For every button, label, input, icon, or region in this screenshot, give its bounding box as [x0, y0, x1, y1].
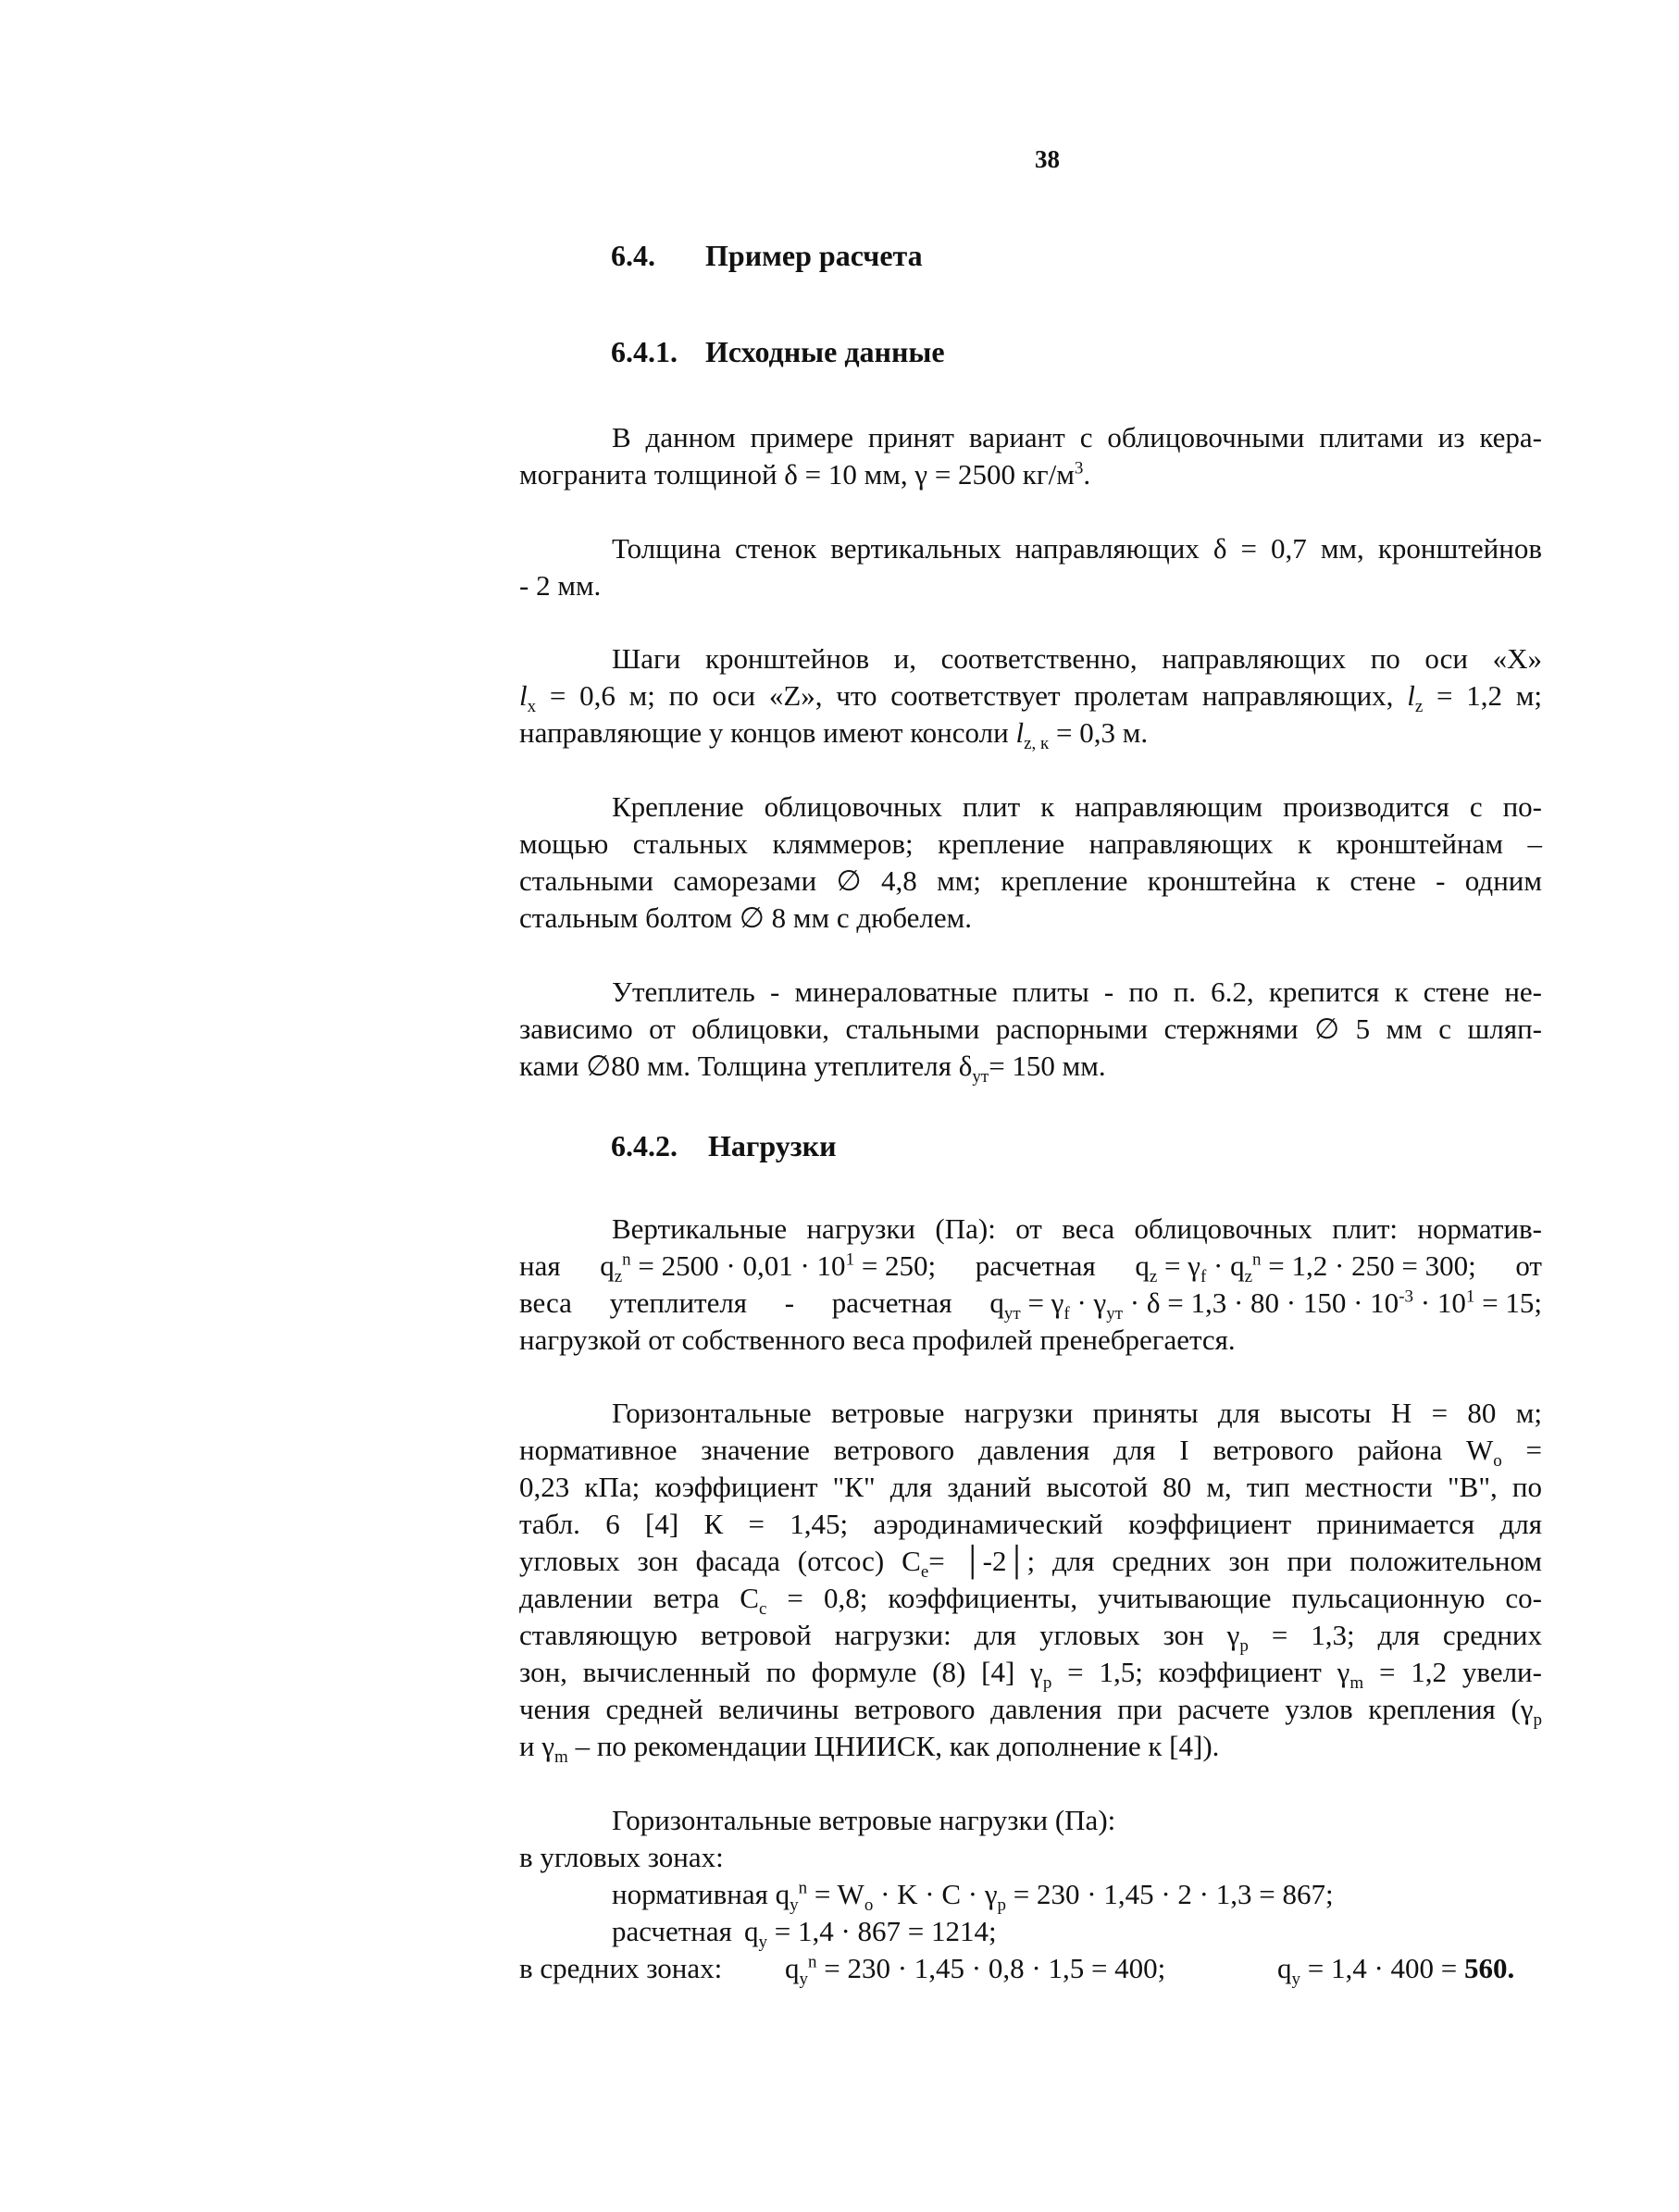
subscript: x [527, 697, 537, 717]
text-line: зависимо от облицовки, стальными распорными стержнями ∅ 5 мм с шляп- [519, 1013, 1542, 1045]
text-span: веса [519, 1286, 572, 1319]
subscript: z [1414, 697, 1424, 717]
text-span: могранита толщиной δ = 10 мм, γ = 2500 кг/м [519, 458, 1075, 491]
text-line: стальным болтом ∅ 8 мм с дюбелем. [519, 901, 973, 934]
text-line: $q_у = 1,4 \cdot 400 = 560$. [1277, 1952, 1515, 1990]
math-var: l [1407, 679, 1415, 712]
text-line: нагрузкой от собственного веса профилей пренебрегается. [519, 1323, 1236, 1356]
text-span: - [784, 1286, 795, 1319]
text-span: = 0,3 м. [1049, 716, 1149, 749]
text-line: зон, вычисленный по формуле (8) [4] $\gamma_р = 1,5$; коэффициент $\gamma_m = 1,2$ увели- [519, 1656, 1542, 1694]
text-span: = 1,2 м; [1423, 679, 1542, 712]
text-line: в средних зонах: [519, 1952, 723, 1984]
text-line: мощью стальных кляммеров; крепление направляющих к кронштейнам – [519, 827, 1542, 860]
text-span: = 0,6 м; по оси «Z», что соответствует пролетам направляющих, [536, 679, 1408, 712]
text-span: утеплителя [609, 1286, 748, 1319]
text-line: нормативное значение ветрового давления для I ветрового района $W_o$ = [519, 1434, 1543, 1472]
text-line: Утеплитель - минераловатные плиты - по п. 6.2, крепится к стене не- [612, 976, 1542, 1008]
text-line: табл. 6 [4] К = 1,45; аэродинамический коэффициент принимается для [519, 1508, 1542, 1540]
text-line: стальными саморезами ∅ 4,8 мм; крепление кронштейна к стене - одним [519, 864, 1542, 897]
text-span: от [1515, 1249, 1542, 1282]
text-line [519, 1285, 1542, 1322]
section-6-4-2-number: 6.4.2. [611, 1129, 678, 1162]
formula: $q_z^n = 2500 \cdot 0,01 \cdot 10^1 = 250$; [600, 1249, 937, 1287]
text-span: ная [519, 1249, 561, 1282]
section-6-4-2-title: Нагрузки [708, 1129, 837, 1162]
page-number: 38 [1035, 145, 1060, 173]
section-6-4-number: 6.4. [611, 239, 655, 272]
text-span: расчетная [975, 1249, 1096, 1282]
text-span: . [1083, 458, 1091, 491]
text-line: Крепление облицовочных плит к направляющим производится с по- [612, 790, 1542, 823]
text-line [519, 1048, 1106, 1085]
subscript: ут [972, 1067, 989, 1087]
text-line: В данном примере принят вариант с облицовочными плитами из кера- [612, 421, 1542, 454]
section-6-4-1-number: 6.4.1. [611, 335, 678, 368]
text-line: расчетная [612, 1915, 732, 1947]
text-line: - 2 мм. [519, 569, 602, 602]
text-line: Шаги кронштейнов и, соответственно, направляющих по оси «X» [612, 642, 1542, 675]
text-line: угловых зон фасада (отсос) $С_е=$ │-2│; для средних зон при положительном [519, 1545, 1542, 1583]
text-line [519, 715, 1148, 752]
section-6-4-title: Пример расчета [705, 239, 923, 272]
section-6-4-1-title: Исходные данные [705, 335, 945, 368]
text-line: $q_у^n = 230 \cdot 1,45 \cdot 0,8 \cdot 1,5 = 400$; [785, 1952, 1166, 1990]
math-var: l [519, 679, 528, 712]
text-line [519, 677, 1542, 715]
text-line [519, 1248, 1542, 1285]
formula: $q_z = \gamma_f \cdot q_z^n = 1,2 \cdot 250 = 300$; [1135, 1249, 1476, 1287]
superscript: 3 [1074, 458, 1084, 478]
formula: $q_{ут} = \gamma_f \cdot \gamma_{ут} \cdot \delta = 1,3 \cdot 80 \cdot 150 \cdot 10^{-3} \cdot 10^1 = 15$; [989, 1286, 1542, 1324]
text-line: Горизонтальные ветровые нагрузки (Па): [612, 1804, 1116, 1836]
text-line: Горизонтальные ветровые нагрузки приняты для высоты H = 80 м; [612, 1397, 1542, 1429]
text-line: давлении ветра $С_с = 0,8$; коэффициенты, учитывающие пульсационную со- [519, 1582, 1542, 1620]
text-line: $q_у = 1,4 \cdot 867 = 1214$; [744, 1915, 997, 1953]
text-line: чения средней величины ветрового давления при расчете узлов крепления ($\gamma_р$ [519, 1693, 1542, 1731]
text-span: направляющие у концов имеют консоли [519, 716, 1016, 749]
subscript: z, к [1024, 734, 1050, 754]
text-span: расчетная [831, 1286, 952, 1319]
text-span: = 150 мм. [989, 1050, 1106, 1082]
text-line [519, 456, 1090, 493]
text-line: в угловых зонах: [519, 1841, 724, 1873]
text-line: и $\gamma_m$ – по рекомендации ЦНИИСК, как дополнение к [4]). [519, 1730, 1220, 1768]
text-line: 0,23 кПа; коэффициент "К" для зданий высотой 80 м, тип местности "В", по [519, 1471, 1542, 1503]
text-line: нормативная $q_у^n = W_o \cdot K \cdot C \cdot \gamma_р = 230 \cdot 1,45 \cdot 2 \cdot 1,3 = 867$; [612, 1878, 1334, 1916]
text-line: Вертикальные нагрузки (Па): от веса облицовочных плит: норматив- [612, 1212, 1542, 1245]
text-line: Толщина стенок вертикальных направляющих δ = 0,7 мм, кронштейнов [612, 532, 1542, 565]
text-span: ками ∅80 мм. Толщина утеплителя δ [519, 1050, 973, 1082]
text-line: ставляющую ветровой нагрузки: для угловых зон $\gamma_р = 1,3$; для средних [519, 1619, 1542, 1657]
math-var: l [1015, 716, 1025, 749]
